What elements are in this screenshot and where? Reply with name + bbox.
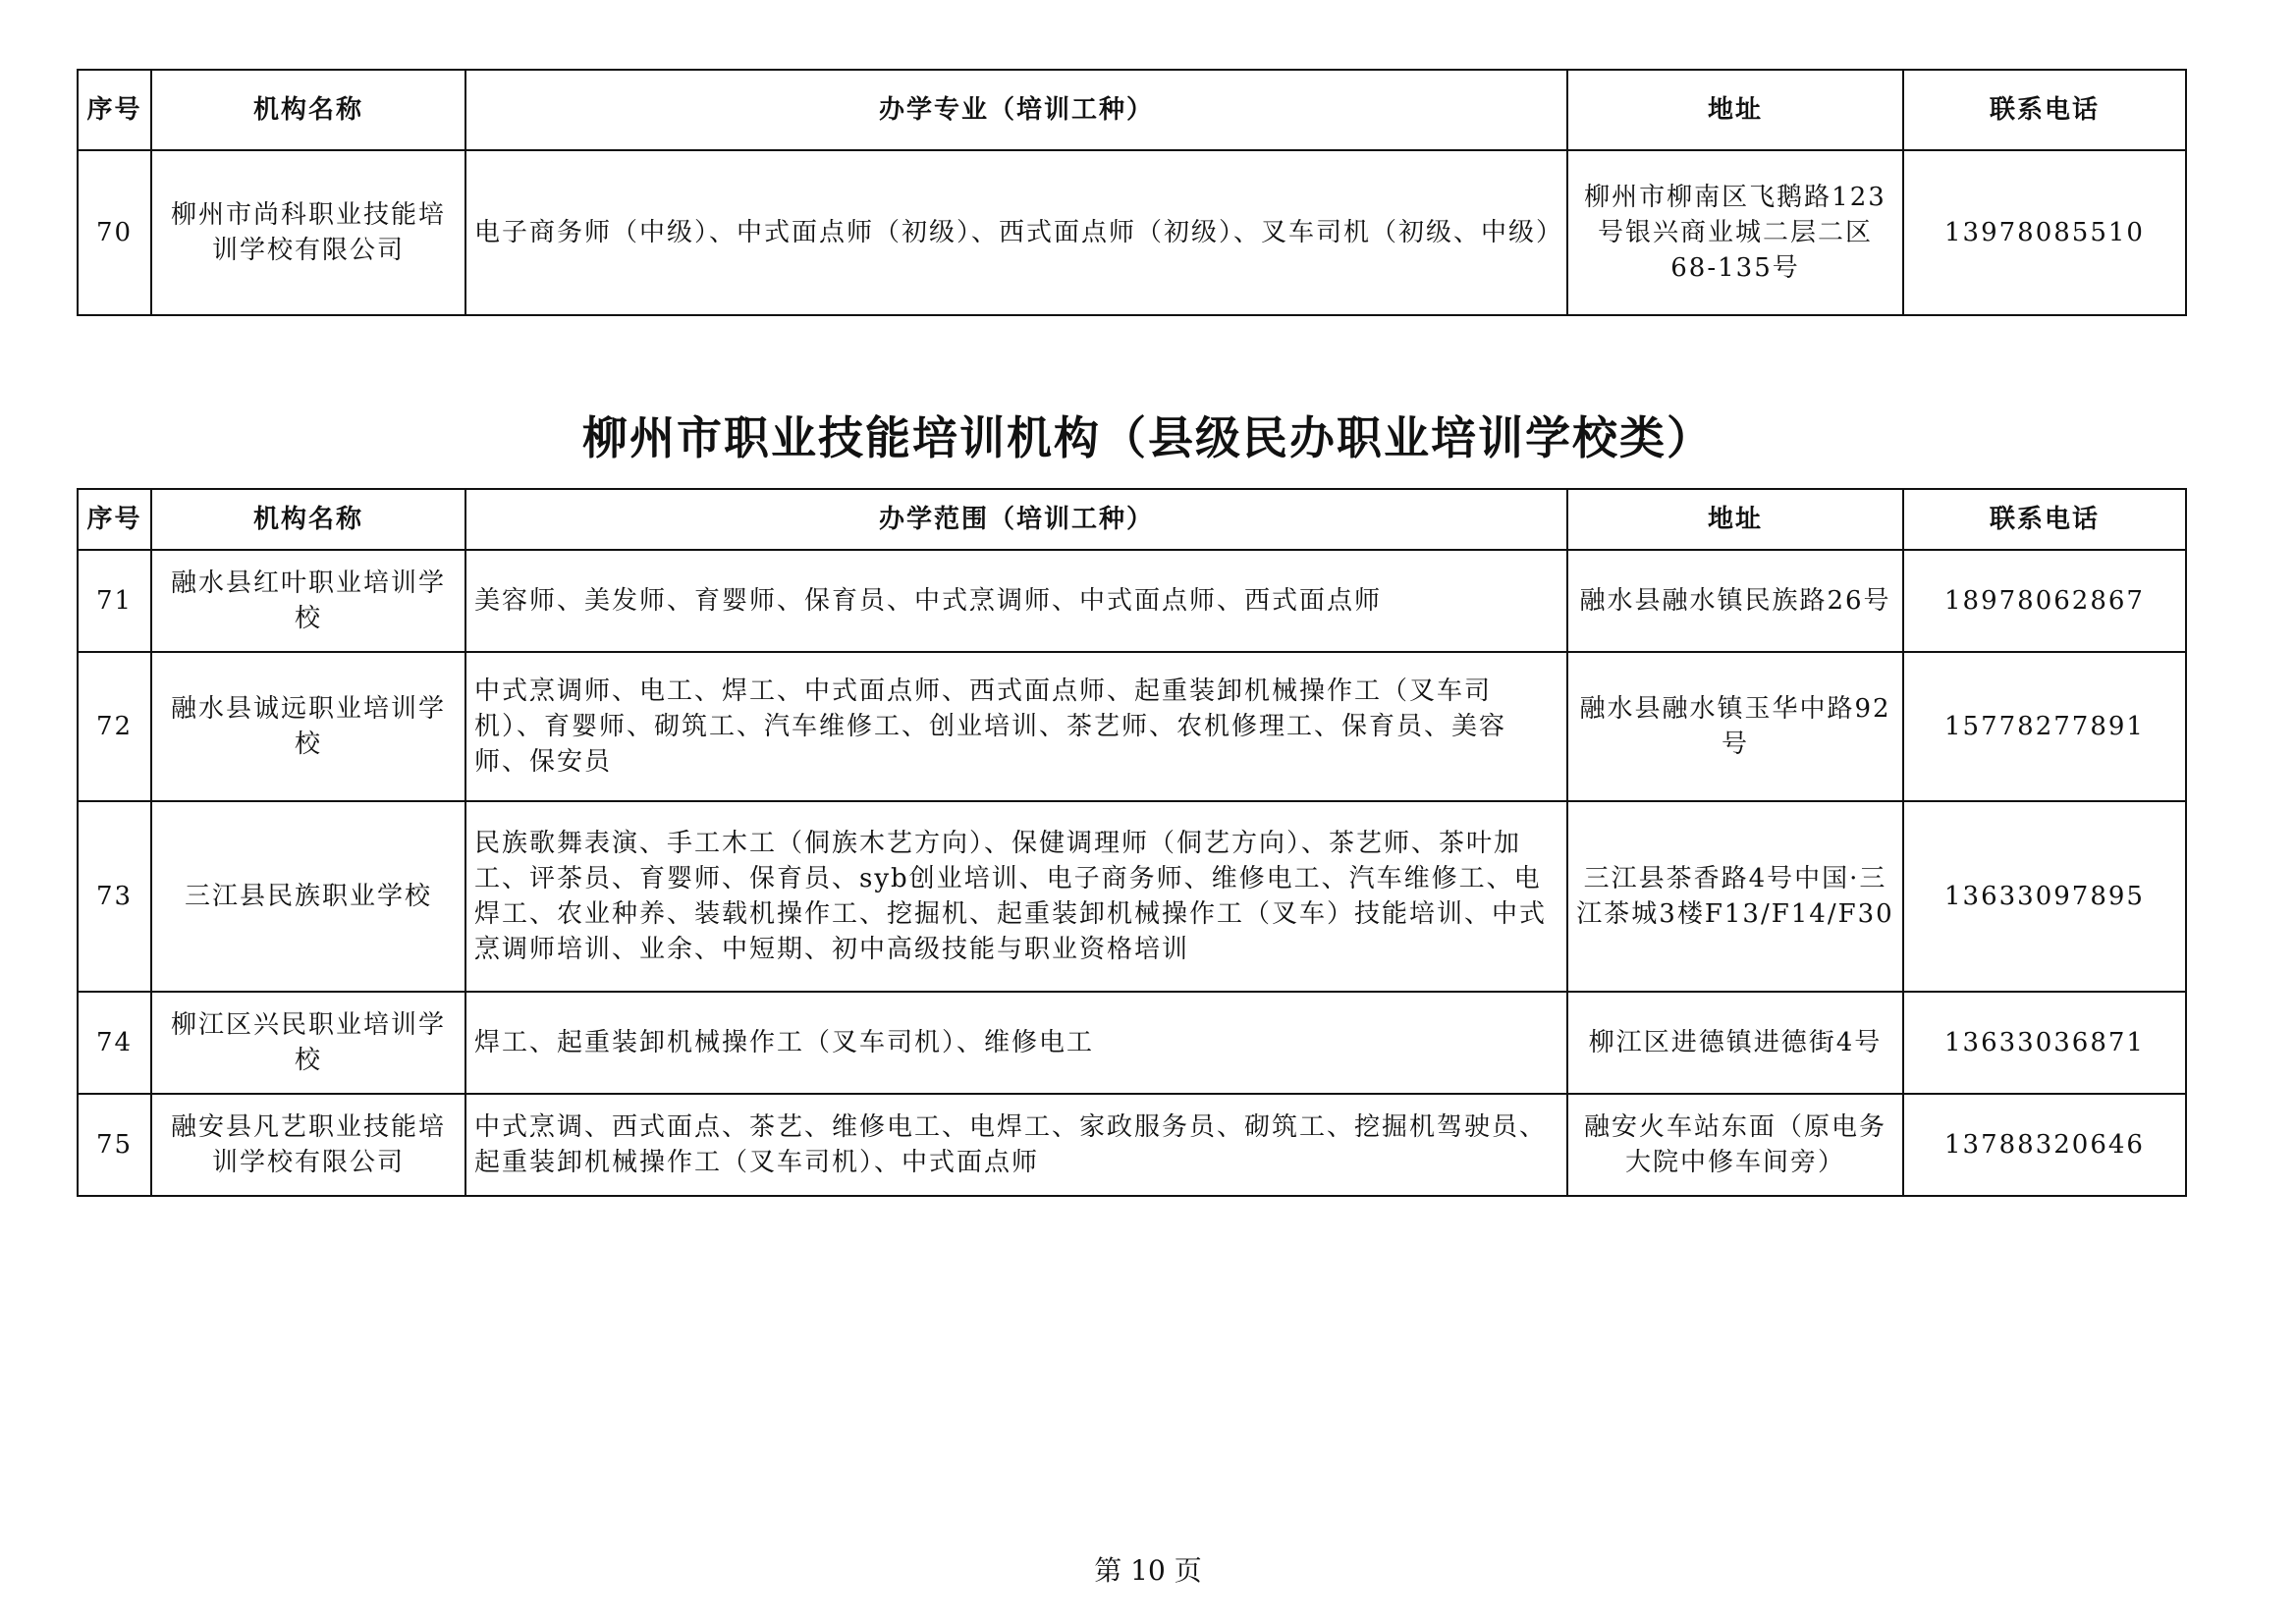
table-row [78, 150, 2186, 315]
row-scope: 焊工、起重装卸机械操作工（叉车司机）、维修电工 [465, 992, 1567, 1094]
page-number: 第 10 页 [1094, 1554, 1202, 1587]
section-title: 柳州市职业技能培训机构（县级民办职业培训学校类） [582, 411, 1714, 464]
row-scope: 中式烹调师、电工、焊工、中式面点师、西式面点师、起重装卸机械操作工（叉车司机）、育婴师、砌筑工、汽车维修工、创业培训、茶艺师、农机修理工、保育员、美容师、保安员 [465, 652, 1567, 801]
row-no: 72 [78, 652, 151, 801]
row-scope: 美容师、美发师、育婴师、保育员、中式烹调师、中式面点师、西式面点师 [465, 550, 1567, 652]
row-no: 73 [78, 801, 151, 992]
row-phone: 13633036871 [1903, 992, 2186, 1094]
row-name: 融水县诚远职业培训学校 [151, 652, 465, 801]
header-scope: 办学范围（培训工种） [465, 489, 1567, 550]
table-row [78, 801, 2186, 992]
header-phone: 联系电话 [1903, 70, 2186, 150]
row-phone: 13788320646 [1903, 1094, 2186, 1196]
row-name: 融水县红叶职业培训学校 [151, 550, 465, 652]
row-scope: 中式烹调、西式面点、茶艺、维修电工、电焊工、家政服务员、砌筑工、挖掘机驾驶员、起重装卸机械操作工（叉车司机）、中式面点师 [465, 1094, 1567, 1196]
row-no: 74 [78, 992, 151, 1094]
institution-table [77, 488, 2187, 1197]
row-address: 融水县融水镇玉华中路92号 [1567, 652, 1903, 801]
header-no: 序号 [78, 489, 151, 550]
header-name: 机构名称 [151, 489, 465, 550]
header-phone: 联系电话 [1903, 489, 2186, 550]
row-no: 70 [78, 150, 151, 315]
row-no: 71 [78, 550, 151, 652]
row-phone: 18978062867 [1903, 550, 2186, 652]
row-phone: 13633097895 [1903, 801, 2186, 992]
table-header-row [78, 70, 2186, 150]
header-address: 地址 [1567, 489, 1903, 550]
header-scope: 办学专业（培训工种） [465, 70, 1567, 150]
row-name: 柳江区兴民职业培训学校 [151, 992, 465, 1094]
table-row [78, 550, 2186, 652]
row-no: 75 [78, 1094, 151, 1196]
header-no: 序号 [78, 70, 151, 150]
row-name: 三江县民族职业学校 [151, 801, 465, 992]
row-phone: 15778277891 [1903, 652, 2186, 801]
table-row [78, 652, 2186, 801]
table-header-row [78, 489, 2186, 550]
row-address: 柳州市柳南区飞鹅路123号银兴商业城二层二区68-135号 [1567, 150, 1903, 315]
header-address: 地址 [1567, 70, 1903, 150]
table-row [78, 1094, 2186, 1196]
row-address: 柳江区进德镇进德街4号 [1567, 992, 1903, 1094]
institution-table-continued [77, 69, 2187, 316]
header-name: 机构名称 [151, 70, 465, 150]
row-phone: 13978085510 [1903, 150, 2186, 315]
row-scope: 电子商务师（中级）、中式面点师（初级）、西式面点师（初级）、叉车司机（初级、中级） [465, 150, 1567, 315]
row-address: 融安火车站东面（原电务大院中修车间旁） [1567, 1094, 1903, 1196]
row-name: 融安县凡艺职业技能培训学校有限公司 [151, 1094, 465, 1196]
row-scope: 民族歌舞表演、手工木工（侗族木艺方向）、保健调理师（侗艺方向）、茶艺师、茶叶加工、评茶员、育婴师、保育员、syb创业培训、电子商务师、维修电工、汽车维修工、电焊工、农业种养、装载机操作工、挖掘机、起重装卸机械操作工（叉车）技能培训、中式烹调师培训、业余、中短期、初中高级技能与职业资格培训 [465, 801, 1567, 992]
row-name: 柳州市尚科职业技能培训学校有限公司 [151, 150, 465, 315]
row-address: 三江县茶香路4号中国·三江茶城3楼F13/F14/F30 [1567, 801, 1903, 992]
row-address: 融水县融水镇民族路26号 [1567, 550, 1903, 652]
table-row [78, 992, 2186, 1094]
